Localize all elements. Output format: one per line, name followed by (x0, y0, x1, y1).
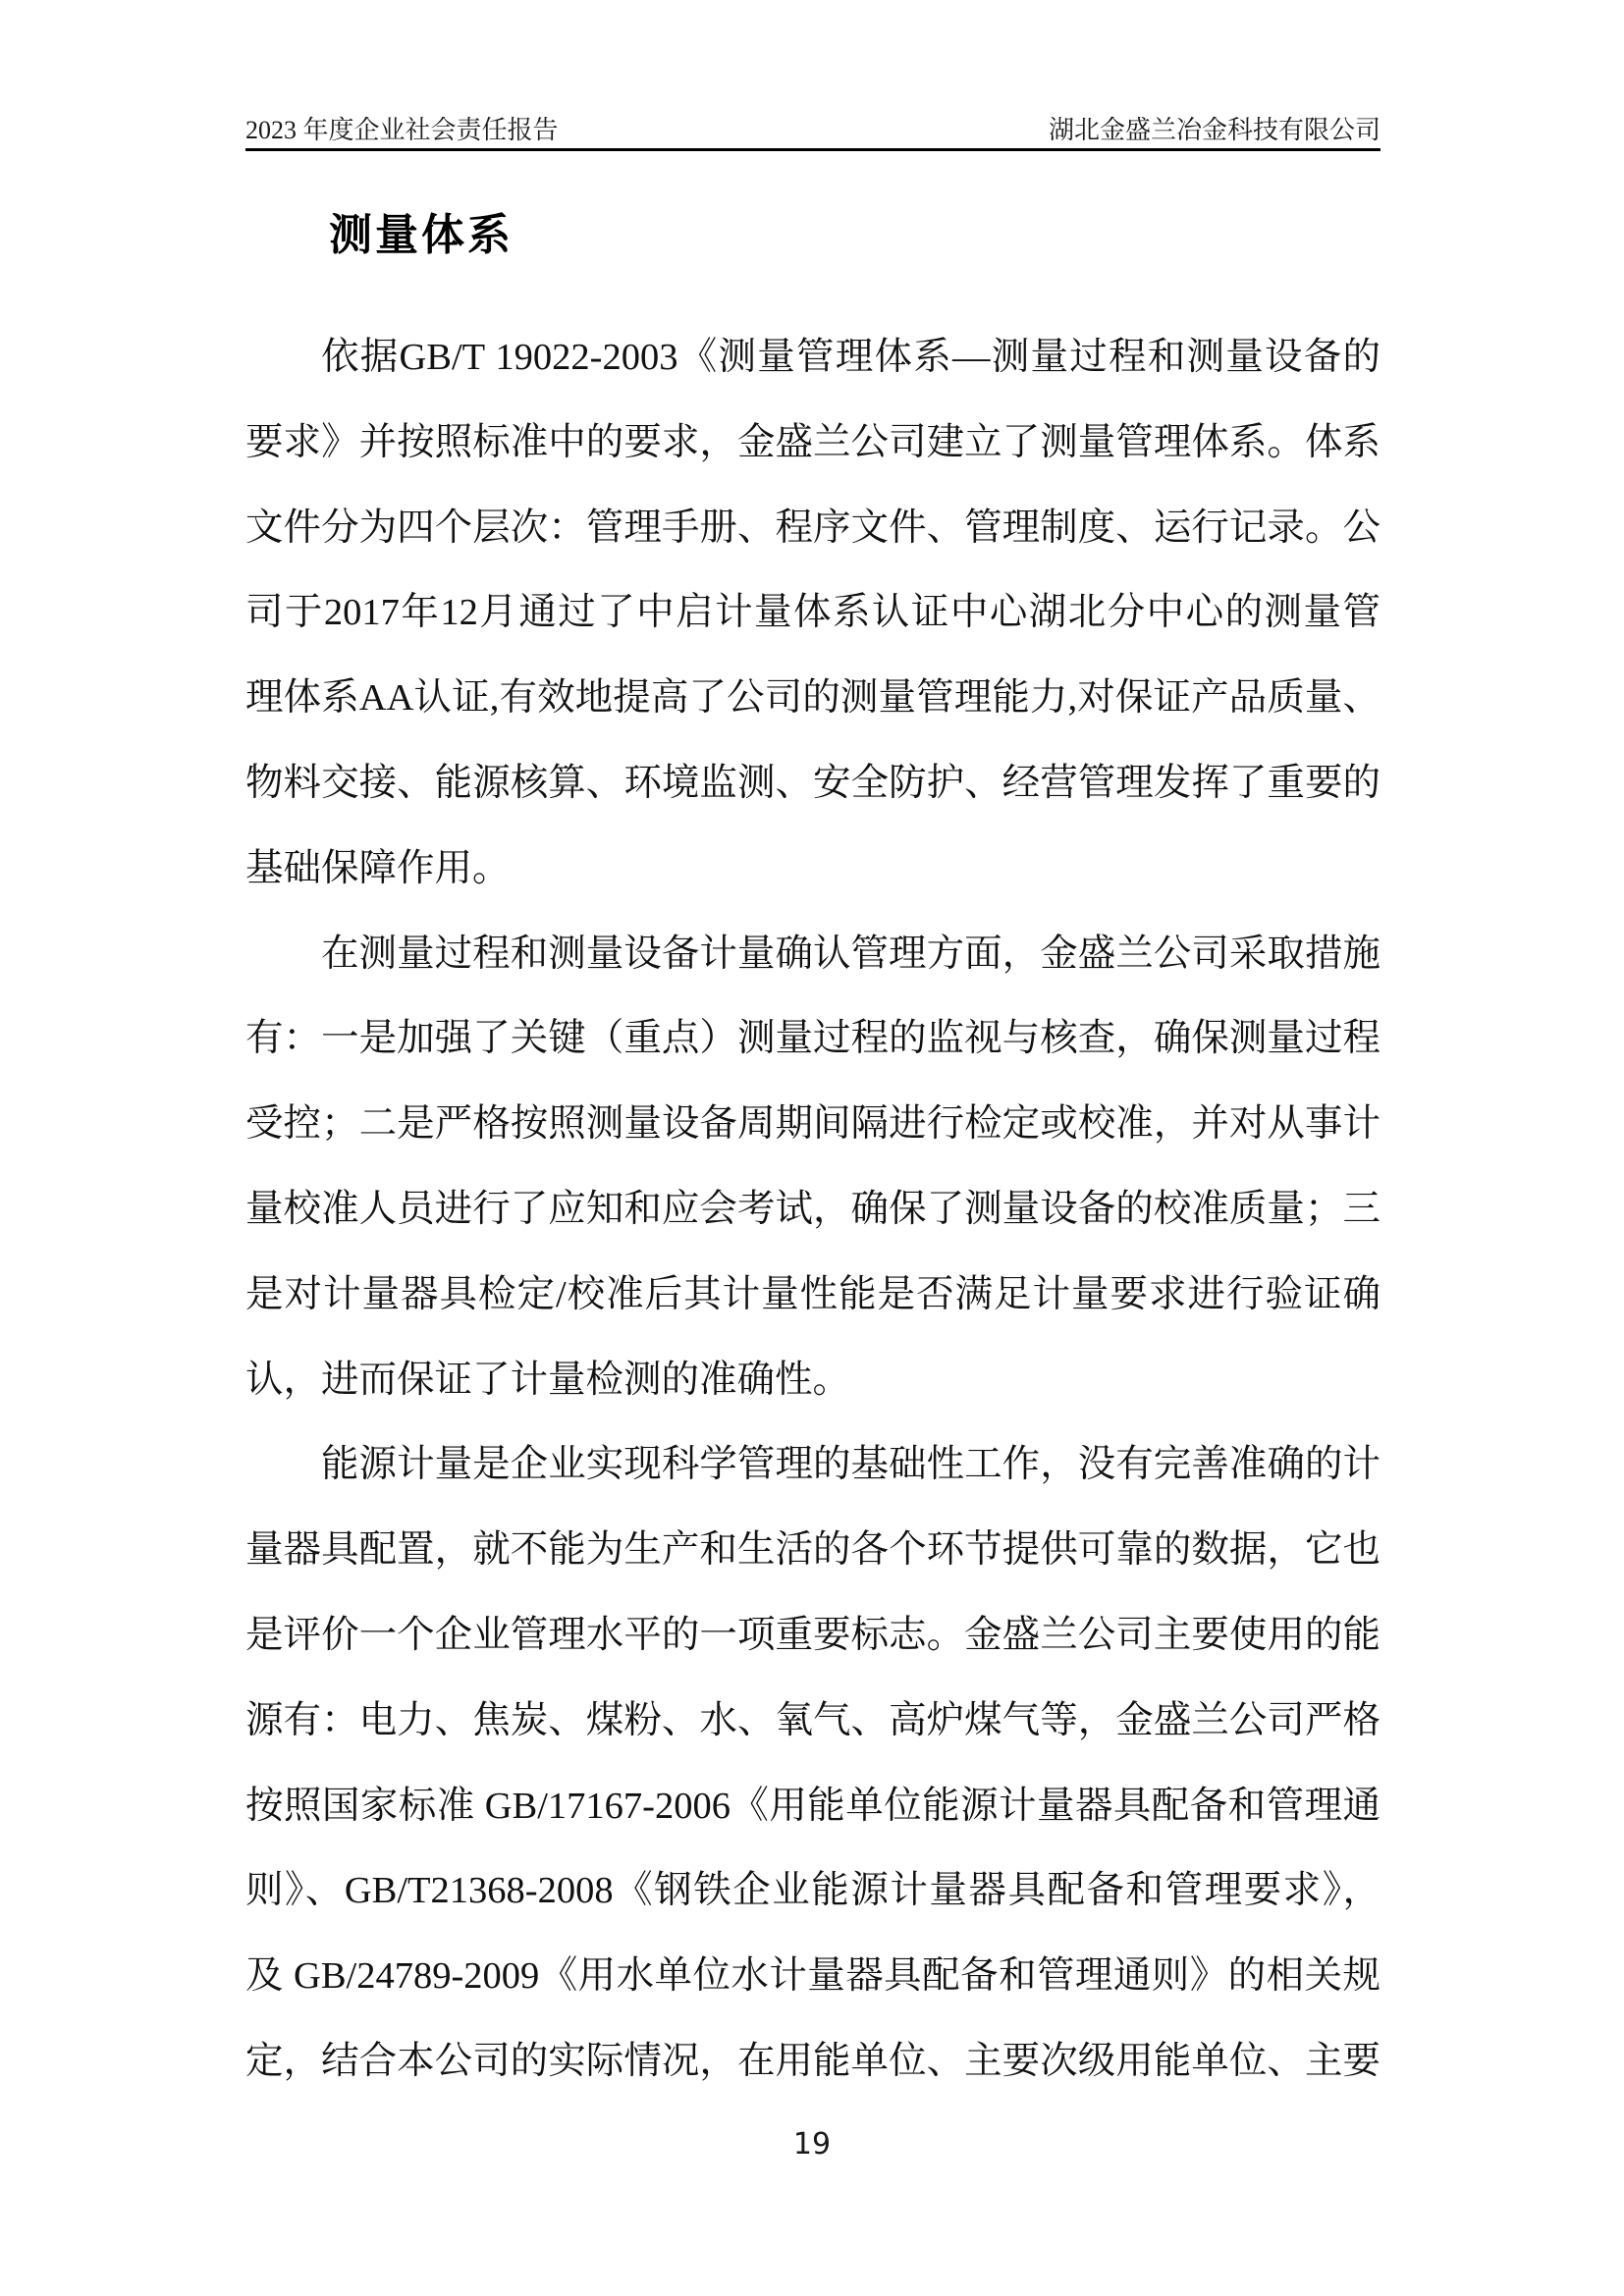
text-line: 有：一是加强了关键（重点）测量过程的监视与核查，确保测量过程 (245, 1018, 1380, 1060)
text-line: 在测量过程和测量设备计量确认管理方面，金盛兰公司采取措施 (321, 933, 1380, 975)
text-line: 受控；二是严格按照测量设备周期间隔进行检定或校准，并对从事计 (245, 1103, 1380, 1146)
text-line: 能源计量是企业实现科学管理的基础性工作，没有完善准确的计 (321, 1444, 1380, 1486)
text-line: 量器具配置，就不能为生产和生活的各个环节提供可靠的数据，它也 (245, 1529, 1380, 1572)
text-line: 司于2017年12月通过了中启计量体系认证中心湖北分中心的测量管 (245, 592, 1380, 634)
text-line: 及 GB/24789-2009《用水单位水计量器具配备和管理通则》的相关规 (245, 1955, 1380, 1998)
text-line: 基础保障作用。 (245, 847, 511, 889)
text-line: 依据GB/T 19022-2003《测量管理体系—测量过程和测量设备的 (321, 337, 1380, 378)
text-line: 要求》并按照标准中的要求，金盛兰公司建立了测量管理体系。体系 (245, 421, 1380, 463)
section-title: 测量体系 (329, 211, 514, 259)
paragraph-measurement-system (245, 315, 1380, 912)
page-header (245, 116, 1380, 151)
document-body (245, 315, 1380, 2105)
page-number: 19 (792, 2127, 832, 2162)
text-line: 物料交接、能源核算、环境监测、安全防护、经营管理发挥了重要的 (245, 762, 1380, 804)
header-report-title: 2023 年度企业社会责任报告 (245, 116, 559, 144)
paragraph-measures (245, 912, 1380, 1423)
text-line: 定，结合本公司的实际情况，在用能单位、主要次级用能单位、主要 (245, 2040, 1380, 2082)
text-line: 则》、GB/T21368-2008《钢铁企业能源计量器具配备和管理要求》， (245, 1870, 1380, 1912)
page-footer (0, 2128, 1624, 2162)
text-line: 文件分为四个层次：管理手册、程序文件、管理制度、运行记录。公 (245, 507, 1380, 549)
text-line: 是对计量器具检定/校准后其计量性能是否满足计量要求进行验证确 (245, 1273, 1380, 1315)
text-line: 源有：电力、焦炭、煤粉、水、氧气、高炉煤气等，金盛兰公司严格 (245, 1699, 1380, 1741)
header-company-name: 湖北金盛兰冶金科技有限公司 (1048, 116, 1380, 144)
text-line: 量校准人员进行了应知和应会考试，确保了测量设备的校准质量；三 (245, 1188, 1380, 1230)
text-line: 理体系AA认证,有效地提高了公司的测量管理能力,对保证产品质量、 (245, 677, 1380, 720)
text-line: 按照国家标准 GB/17167-2006《用能单位能源计量器具配备和管理通 (245, 1785, 1380, 1827)
text-line: 是评价一个企业管理水平的一项重要标志。金盛兰公司主要使用的能 (245, 1614, 1380, 1656)
text-line: 认，进而保证了计量检测的准确性。 (245, 1359, 851, 1401)
paragraph-energy-metering (245, 1422, 1380, 2104)
